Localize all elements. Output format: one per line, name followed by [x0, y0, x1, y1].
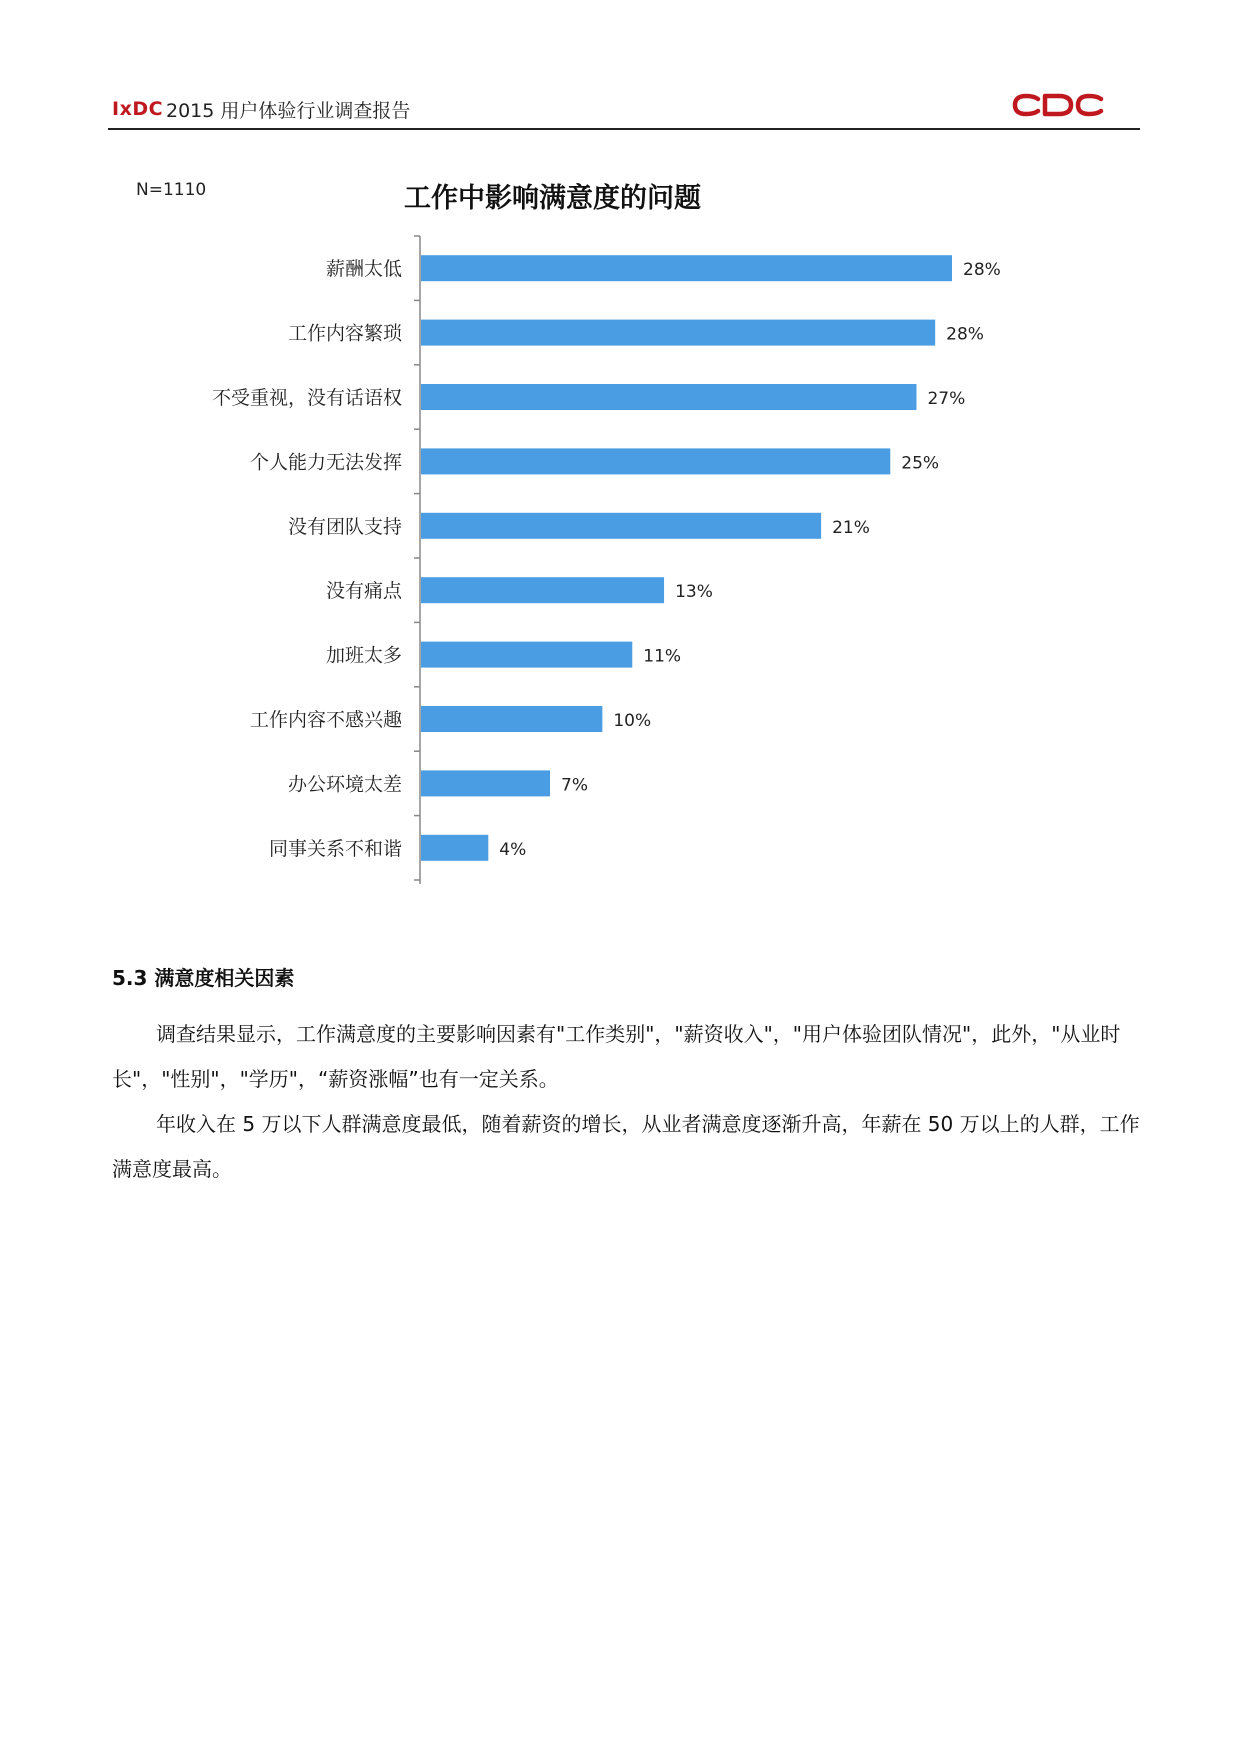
report-title: 2015 用户体验行业调查报告: [166, 100, 411, 122]
sample-size-label: N=1110: [136, 180, 207, 200]
bar: [421, 513, 821, 539]
value-label: 28%: [946, 324, 984, 345]
bar: [421, 770, 550, 796]
category-label: 薪酬太低: [325, 258, 402, 281]
value-label: 13%: [675, 582, 713, 603]
value-label: 10%: [613, 711, 652, 731]
bar: [421, 642, 632, 668]
value-label: 28%: [963, 260, 1001, 281]
bar: [421, 448, 890, 474]
bar: [421, 577, 664, 603]
body-paragraph-1: 调查结果显示，工作满意度的主要影响因素有"工作类别"，"薪资收入"，"用户体验团队情况"，此外，"从业时长"，"性别"，"学历"，“薪资涨幅”也有一定关系。: [112, 1022, 1121, 1091]
bar: [421, 384, 916, 410]
bar: [421, 706, 602, 732]
category-label: 同事关系不和谐: [268, 837, 402, 860]
section-heading: 5.3 满意度相关因素: [112, 966, 295, 990]
value-label: 4%: [499, 839, 527, 860]
category-label: 不受重视，没有话语权: [211, 387, 402, 409]
value-label: 7%: [561, 775, 588, 796]
brand-logo-text: IxDC: [112, 98, 164, 120]
category-label: 个人能力无法发挥: [249, 451, 402, 474]
body-paragraph-2: 年收入在 5 万以下人群满意度最低，随着薪资的增长，从业者满意度逐渐升高，年薪在 50 万以上的人群，工作满意度最高。: [112, 1112, 1140, 1181]
value-label: 25%: [901, 453, 940, 474]
category-label: 办公环境太差: [287, 773, 402, 796]
category-label: 没有痛点: [325, 580, 402, 603]
value-label: 11%: [643, 646, 682, 667]
value-label: 21%: [832, 517, 870, 538]
value-label: 27%: [927, 389, 966, 409]
category-label: 加班太多: [325, 644, 402, 667]
category-label: 工作内容繁琐: [287, 322, 402, 345]
bar: [421, 320, 935, 346]
bar: [421, 255, 952, 281]
bar: [421, 835, 488, 861]
chart-title: 工作中影响满意度的问题: [404, 183, 701, 214]
category-label: 没有团队支持: [287, 515, 402, 538]
category-label: 工作内容不感兴趣: [249, 709, 402, 731]
